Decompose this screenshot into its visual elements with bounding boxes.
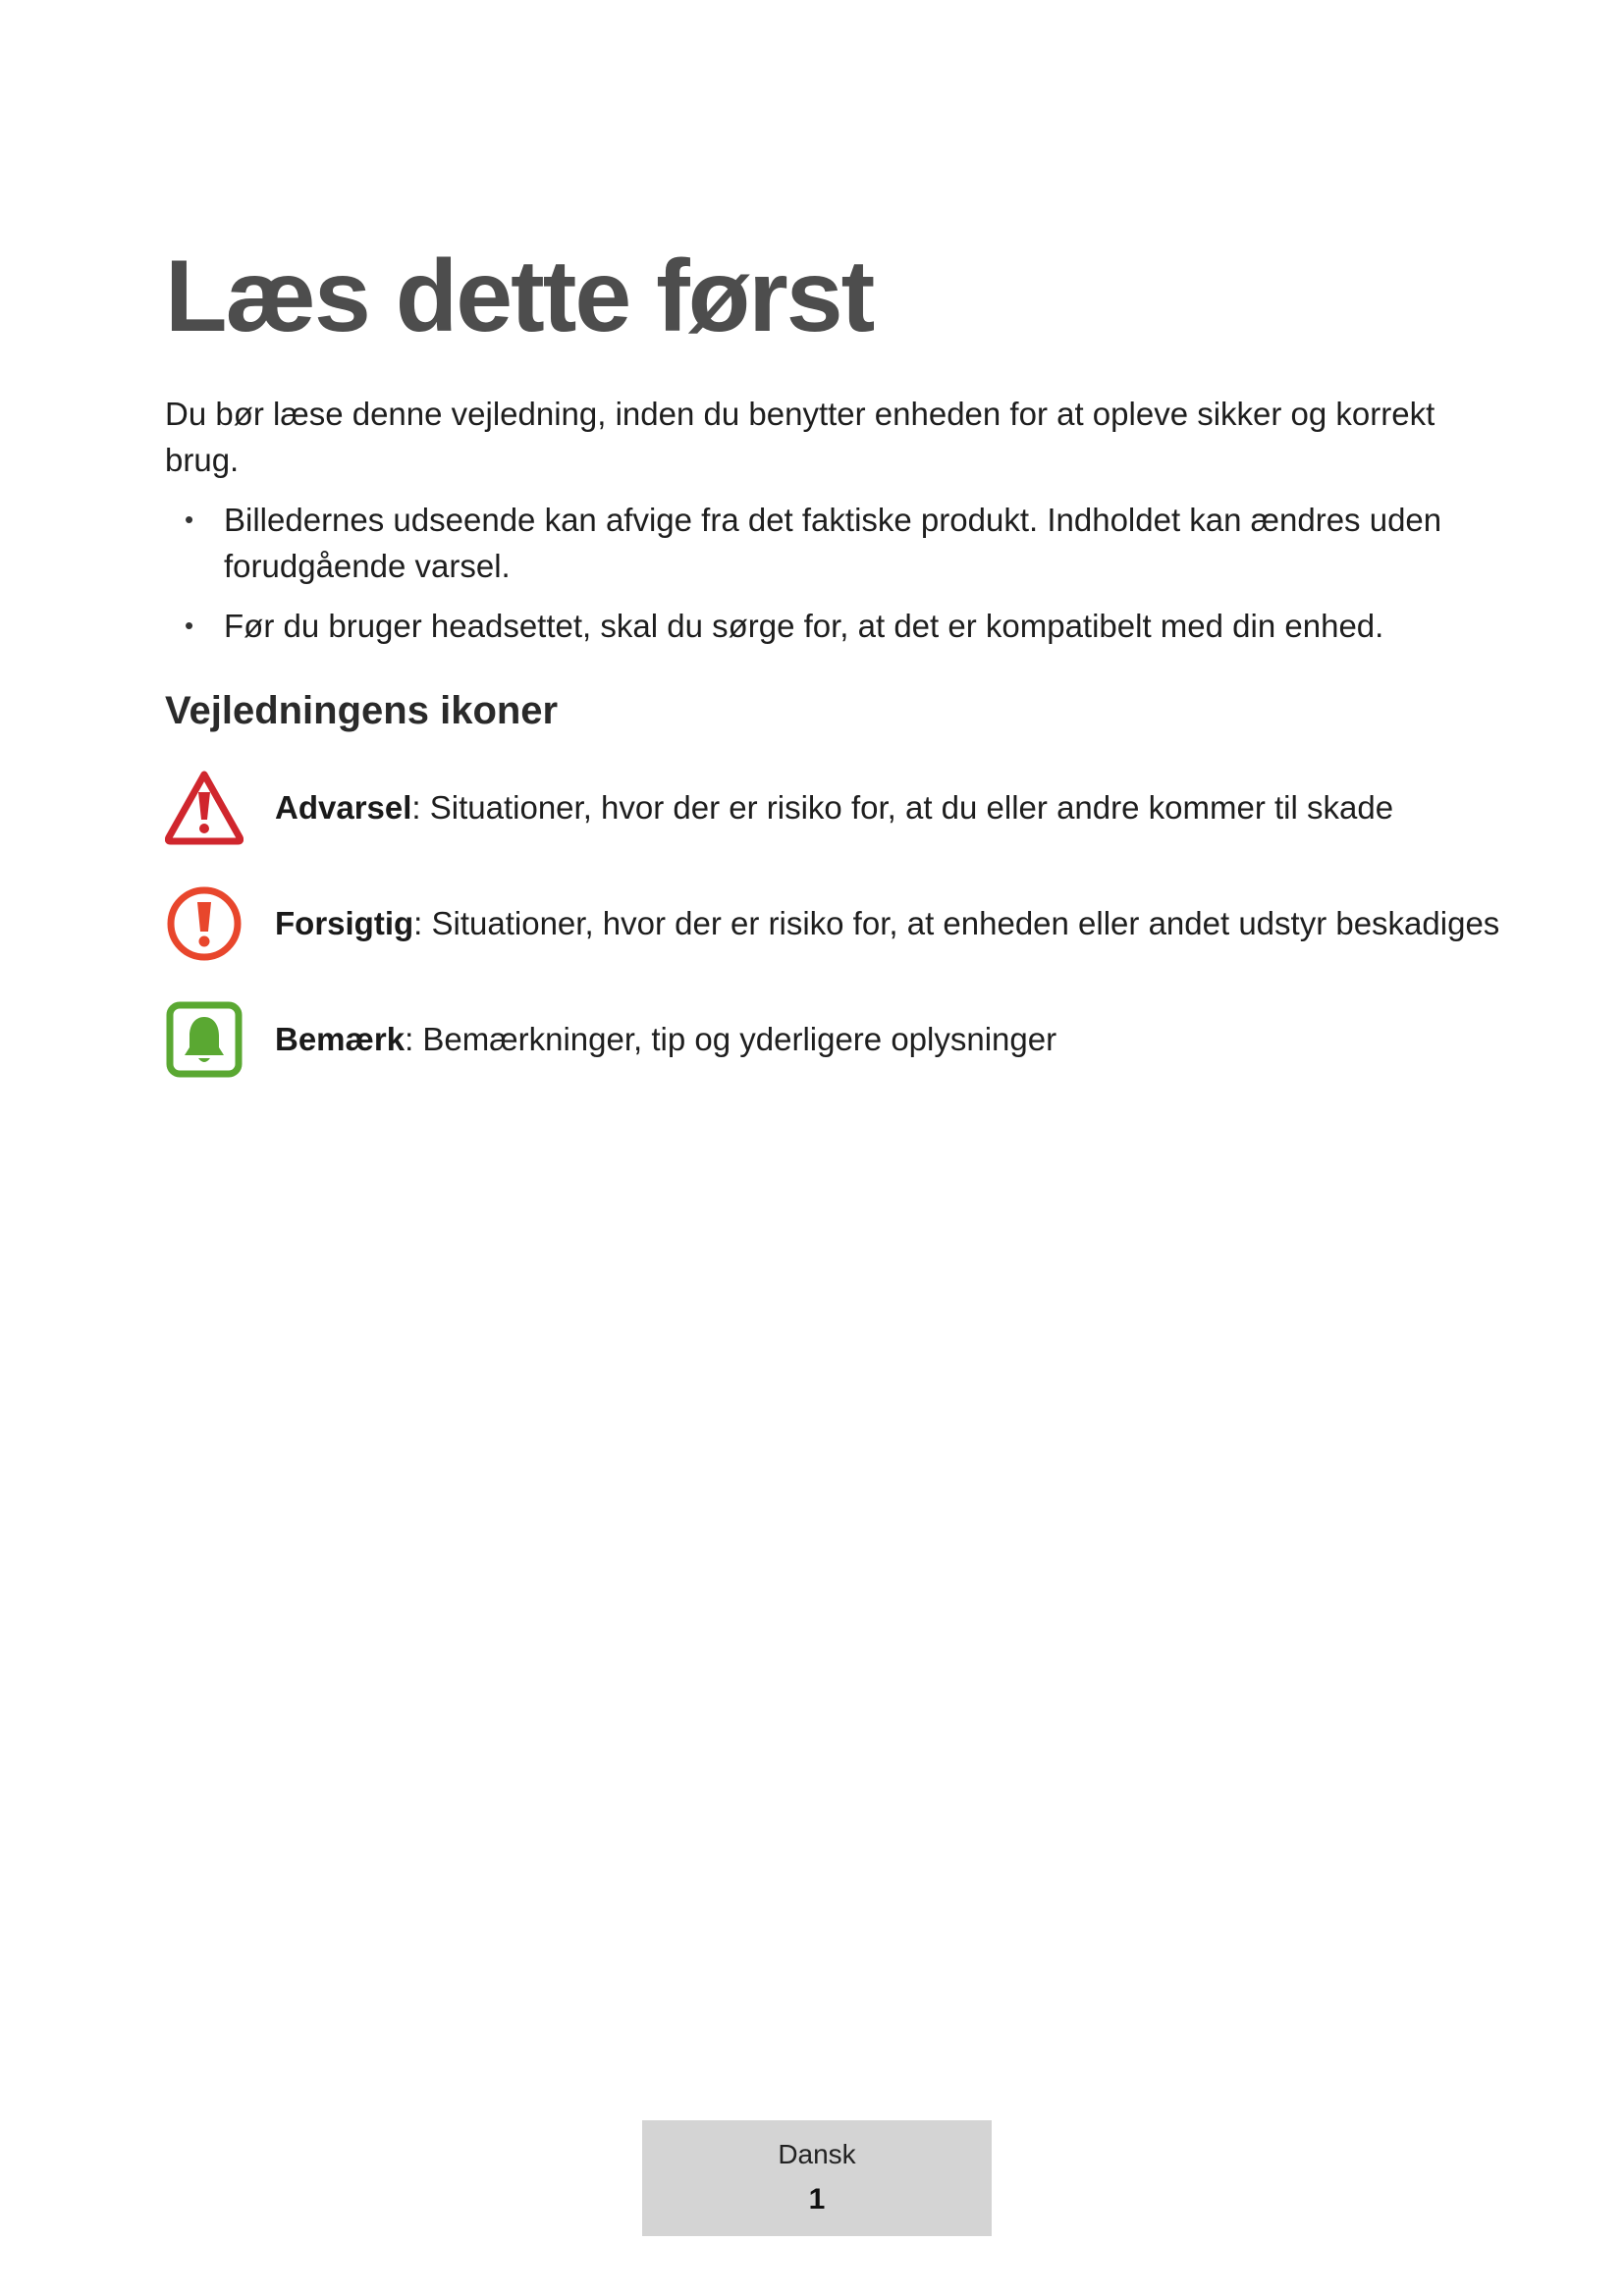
bullet-text: Billedernes udseende kan afvige fra det faktiske produkt. Indholdet kan ændres uden forudgående varsel. (224, 502, 1442, 584)
page-title: Læs dette først (165, 240, 874, 353)
caution-circle-icon (165, 884, 244, 963)
caution-term: Forsigtig (275, 905, 414, 941)
page-number: 1 (808, 2183, 826, 2216)
warning-term: Advarsel (275, 789, 412, 826)
bullet-item (165, 603, 1461, 649)
bullet-list (165, 497, 1461, 663)
icon-row-note (165, 1000, 1490, 1079)
bullet-marker: • (185, 505, 194, 534)
warning-text: : Situationer, hvor der er risiko for, at du eller andre kommer til skade (411, 789, 1394, 826)
page-footer (642, 2120, 992, 2236)
icon-row-warning (165, 769, 1490, 847)
warning-triangle-icon (165, 769, 244, 847)
caution-description (275, 902, 1499, 945)
caution-text: : Situationer, hvor der er risiko for, at enheden eller andet udstyr beskadiges (413, 905, 1500, 941)
section-heading: Vejledningens ikoner (165, 689, 559, 732)
note-bell-icon (165, 1000, 244, 1079)
warning-description (275, 786, 1393, 829)
note-text: : Bemærkninger, tip og yderligere oplysninger (405, 1021, 1057, 1057)
bullet-text: Før du bruger headsettet, skal du sørge for, at det er kompatibelt med din enhed. (224, 608, 1384, 644)
note-term: Bemærk (275, 1021, 406, 1057)
bullet-item (165, 497, 1461, 589)
footer-language: Dansk (778, 2139, 856, 2169)
icon-row-caution (165, 884, 1500, 963)
intro-paragraph: Du bør læse denne vejledning, inden du benytter enheden for at opleve sikker og korrekt brug. (165, 396, 1435, 478)
bullet-marker: • (185, 611, 194, 640)
note-description (275, 1018, 1056, 1061)
